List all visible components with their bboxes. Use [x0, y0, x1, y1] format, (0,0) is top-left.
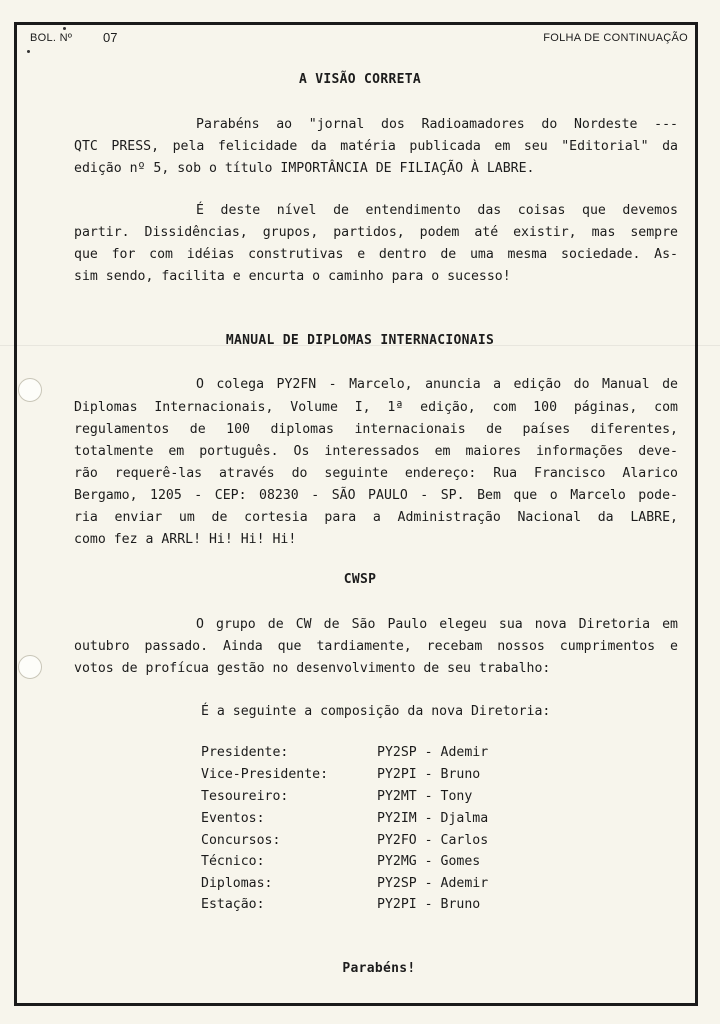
paragraph-line: partir. Dissidências, grupos, partidos, podem até existir, mas sempre: [74, 225, 678, 240]
board-member: PY2MT - Tony: [377, 789, 473, 804]
paragraph-line: votos de profícua gestão no desenvolvimento de seu trabalho:: [74, 661, 551, 676]
board-member: PY2SP - Ademir: [377, 745, 489, 760]
board-role: Diplomas:: [201, 876, 273, 891]
section-title-cwsp: CWSP: [343, 572, 377, 587]
board-role: Vice-Presidente:: [201, 767, 329, 782]
paragraph-line: outubro passado. Ainda que tardiamente, recebam nossos cumprimentos e: [74, 639, 678, 654]
board-role: Eventos:: [201, 811, 265, 826]
ink-dot: [63, 27, 66, 30]
closing-text: Parabéns!: [342, 961, 416, 976]
board-role: Tesoureiro:: [201, 789, 289, 804]
paragraph-line: Parabéns ao "jornal dos Radioamadores do Nordeste ---: [196, 117, 678, 132]
board-member: PY2IM - Djalma: [377, 811, 489, 826]
paragraph-line: O grupo de CW de São Paulo elegeu sua nova Diretoria em: [196, 617, 678, 632]
paragraph-line: É deste nível de entendimento das coisas que devemos: [196, 203, 678, 218]
paragraph-line: que for com idéias construtivas e dentro de uma mesma sociedade. As-: [74, 247, 678, 262]
paragraph-line: totalmente em português. Os interessados em maiores informações deve-: [74, 444, 678, 459]
paragraph-line: edição nº 5, sob o título IMPORTÂNCIA DE FILIAÇÃO À LABRE.: [74, 161, 535, 176]
board-member: PY2PI - Bruno: [377, 767, 481, 782]
paragraph-line: Bergamo, 1205 - CEP: 08230 - SÃO PAULO - SP. Bem que o Marcelo pode-: [74, 488, 678, 503]
section-title-manual-diplomas: MANUAL DE DIPLOMAS INTERNACIONAIS: [225, 333, 495, 348]
bol-number: 07: [103, 30, 118, 45]
board-member: PY2SP - Ademir: [377, 876, 489, 891]
board-role: Estação:: [201, 897, 265, 912]
board-intro: É a seguinte a composição da nova Diretoria:: [201, 704, 551, 719]
board-member: PY2FO - Carlos: [377, 833, 489, 848]
paragraph-line: sim sendo, facilita e encurta o caminho para o sucesso!: [74, 269, 511, 284]
paragraph-line: rão requerê-las através do seguinte endereço: Rua Francisco Alarico: [74, 466, 678, 481]
paragraph-line: QTC PRESS, pela felicidade da matéria publicada em seu "Editorial" da: [74, 139, 678, 154]
punch-hole-top: [18, 378, 42, 402]
board-member: PY2PI - Bruno: [377, 897, 481, 912]
paragraph-line: O colega PY2FN - Marcelo, anuncia a edição do Manual de: [196, 377, 678, 392]
paragraph-line: como fez a ARRL! Hi! Hi! Hi!: [74, 532, 297, 547]
paragraph-line: Diplomas Internacionais, Volume I, 1ª edição, com 100 páginas, com: [74, 400, 678, 415]
section-title-visao-correta: A VISÃO CORRETA: [299, 72, 421, 87]
bol-label: BOL. Nº: [30, 32, 73, 44]
paragraph-line: ria enviar um de cortesia para a Administração Nacional da LABRE,: [74, 510, 678, 525]
ink-dot: [27, 50, 30, 53]
board-role: Presidente:: [201, 745, 289, 760]
sheet-label: FOLHA DE CONTINUAÇÃO: [543, 32, 688, 44]
board-role: Técnico:: [201, 854, 265, 869]
paragraph-line: regulamentos de 100 diplomas internacionais de países diferentes,: [74, 422, 678, 437]
board-role: Concursos:: [201, 833, 281, 848]
punch-hole-bottom: [18, 655, 42, 679]
board-member: PY2MG - Gomes: [377, 854, 481, 869]
